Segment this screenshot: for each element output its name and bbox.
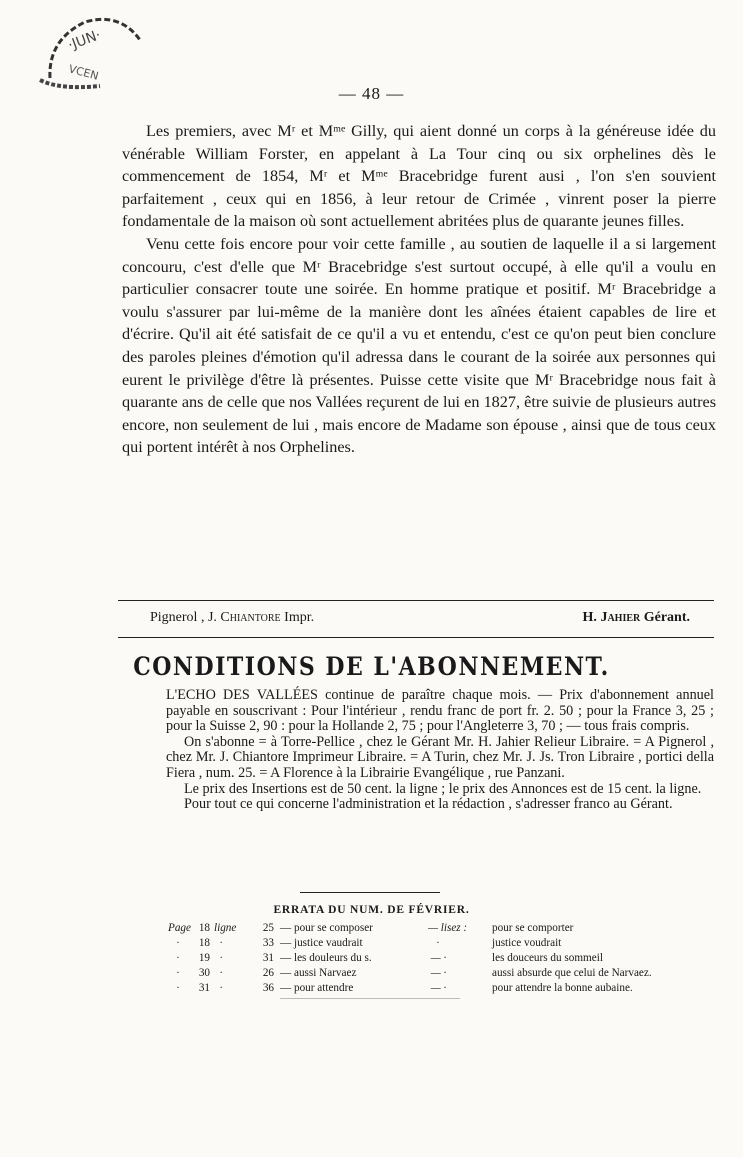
printer-credit: Pignerol , J. Chiantore Impr. (150, 610, 315, 625)
ligne-value: 33 (262, 937, 274, 949)
dot-mark: · (214, 967, 223, 979)
dot-mark: · (168, 982, 180, 994)
separator-rule (118, 600, 714, 601)
page-value: 18 (198, 937, 210, 949)
page-number: — 48 — (338, 84, 405, 103)
dash-mark: — · (428, 952, 447, 964)
lisez-label: — lisez : (428, 922, 468, 934)
errata-row (168, 967, 718, 982)
page-value: 30 (198, 967, 210, 979)
article-paragraph: Venu cette fois encore pour voir cette famille , au soutien de laquelle il a si largement concouru, c'est d'elle que Mʳ Bracebridge s'est surtout occupé, à elle qu'il a voulu en particulier consacrer toute une soirée. En homme pratique et positif. Mʳ Bracebridge a voulu s'assurer par lui-même de la manière dont les aînées étaient capables de lire et d'écrire. Qu'il ait été satisfait de ce qu'il a vu et entendu, c'est ce qu'on peut bien conclure des paroles pleines d'émotion qu'il adressa dans le courant de la soirée aux personnes qui eurent le privilège d'être là présentes. Puisse cette visite que Mʳ Bracebridge nous fait à quarante ans de celle que nos Vallées reçurent de lui en 1827, être suivie de plusieurs autres encore, non seulement de lui , mais encore de Madame son épouse , ainsi que de tous ceux qui portent intérêt à nos Orphelines. (122, 234, 716, 457)
conditions-paragraph: Le prix des Insertions est de 50 cent. la ligne ; le prix des Annonces est de 15 cent. la ligne. (184, 780, 702, 797)
errata-error: — justice vaudrait (280, 937, 363, 949)
conditions-paragraph: On s'abonne = à Torre-Pellice , chez le Gérant Mr. H. Jahier Relieur Libraire. = A Pignerol , chez Mr. J. Chiantore Imprimeur Libraire. = A Turin, chez Mr. J. Js. Tron Libraire , portici della Fiera , num. 25. = A Florence à la Librairie Evangélique , rue Panzani. (166, 733, 714, 781)
article-body (122, 120, 716, 459)
errata-correction: pour se comporter (492, 922, 574, 934)
manager-credit: H. Jahier Gérant. (582, 610, 690, 625)
dot-mark: · (214, 937, 223, 949)
errata-table (168, 922, 718, 997)
errata-row (168, 982, 718, 997)
errata-error: — pour se composer (280, 922, 373, 934)
dot-mark: · (214, 982, 223, 994)
errata-correction: pour attendre la bonne aubaine. (492, 982, 633, 994)
dot-mark: · (428, 937, 440, 949)
ligne-label: ligne (214, 922, 237, 934)
conditions-paragraph: L'ECHO DES VALLÉES continue de paraître chaque mois. — Prix d'abonnement annuel payable en souscrivant : Pour l'intérieur , rendu franc de port fr. 2. 50 ; pour la France 3, 25 ; pour la Suisse 2, 90 : pour la Hollande 2, 75 ; pour l'Angleterre 3, 70 ; — tous frais compris. (166, 687, 714, 735)
conditions-text (166, 688, 714, 813)
page-value: 19 (198, 952, 210, 964)
dash-mark: — · (428, 967, 447, 979)
errata-row (168, 937, 718, 952)
page-value: 31 (198, 982, 210, 994)
errata-error: — aussi Narvaez (280, 967, 357, 979)
ligne-value: 31 (262, 952, 274, 964)
separator-rule (118, 637, 714, 638)
conditions-title: CONDITIONS DE L'ABONNEMENT. (133, 652, 610, 682)
errata-error: — les douleurs du s. (280, 952, 372, 964)
faint-rule (280, 998, 460, 999)
ligne-value: 25 (262, 922, 274, 934)
short-rule (300, 892, 440, 893)
dot-mark: · (168, 967, 180, 979)
ligne-value: 36 (262, 982, 274, 994)
errata-row (168, 922, 718, 937)
page-label: Page (168, 922, 191, 934)
article-paragraph: Les premiers, avec Mʳ et Mᵐᵉ Gilly, qui aient donné un corps à la généreuse idée du vénérable William Forster, en appelant à La Tour cinq ou six orphelines dès le commencement de 1854, Mʳ et Mᵐᵉ Bracebridge furent ausi , l'on s'en souvient parfaitement , ceux qui en 1856, à leur retour de Crimée , vinrent poser la pierre fondamentale de la maison où sont actuellement abritées plus de quarante jeunes filles. (122, 122, 716, 231)
dot-mark: · (214, 952, 223, 964)
printer-line (150, 610, 690, 626)
errata-row (168, 952, 718, 967)
dot-mark: · (168, 937, 180, 949)
errata-correction: justice voudrait (492, 937, 562, 949)
svg-text:VCEN: VCEN (67, 62, 100, 83)
errata-title: ERRATA DU NUM. DE FÉVRIER. (273, 904, 470, 916)
dash-mark: — · (428, 982, 447, 994)
page-value: 18 (198, 922, 210, 934)
errata-correction: les douceurs du sommeil (492, 952, 603, 964)
svg-text:·JUN·: ·JUN· (65, 27, 104, 54)
errata-correction: aussi absurde que celui de Narvaez. (492, 967, 652, 979)
errata-error: — pour attendre (280, 982, 354, 994)
ligne-value: 26 (262, 967, 274, 979)
conditions-paragraph: Pour tout ce qui concerne l'administration et la rédaction , s'adresser franco au Gérant. (184, 796, 673, 813)
postmark-stamp (30, 10, 150, 90)
dot-mark: · (168, 952, 180, 964)
